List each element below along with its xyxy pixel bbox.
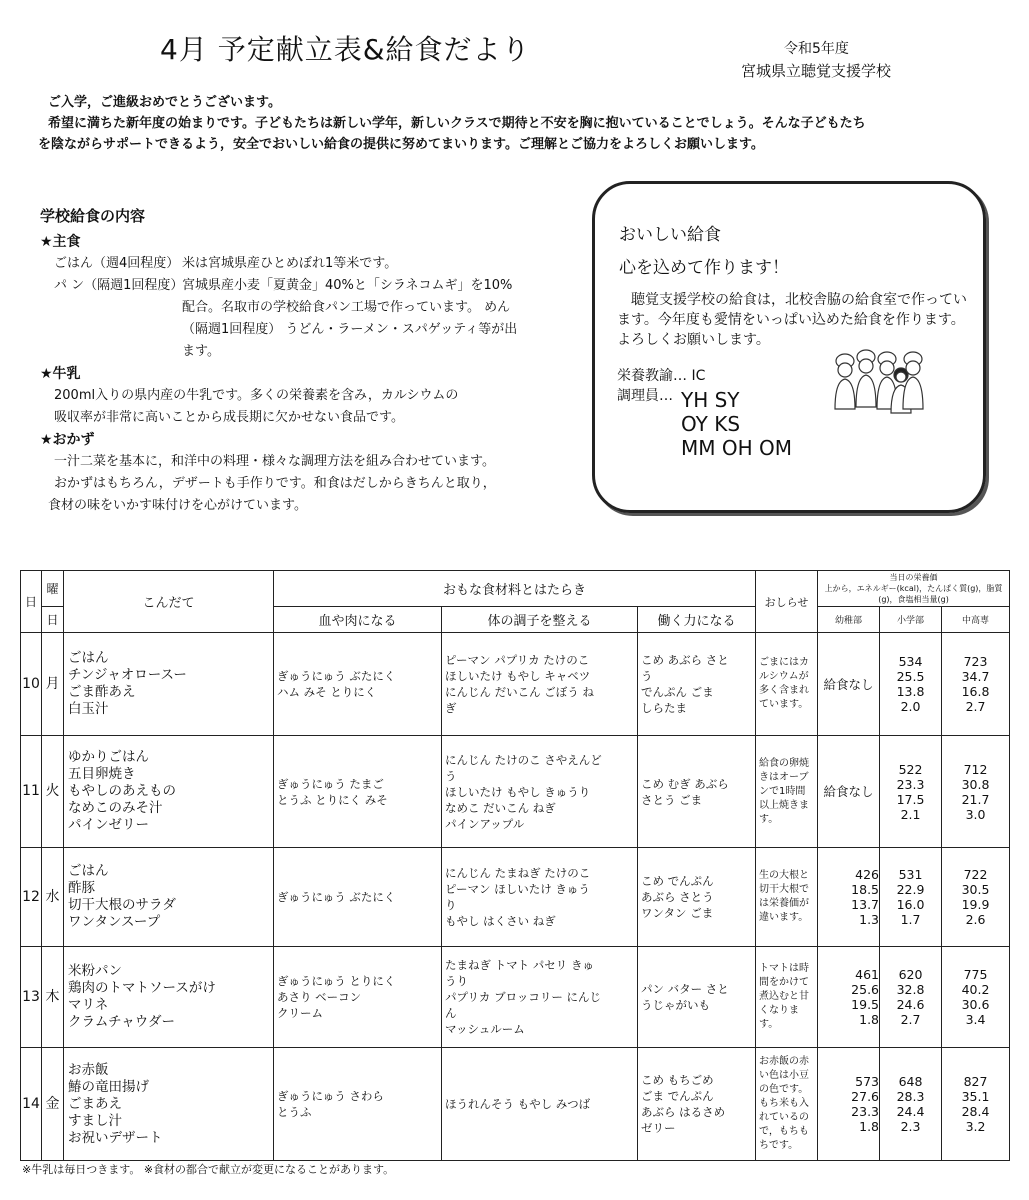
- body-condition-cell: にんじん たまねぎ たけのこ ピーマン ほしいたけ きゅう り もやし はくさい ねぎ: [442, 848, 638, 947]
- day-cell: 14: [21, 1048, 42, 1161]
- rice-label: ごはん（週4回程度）: [54, 256, 180, 271]
- notice-cell: トマトは時 間をかけて 煮込むと甘 くなりま す。: [756, 947, 818, 1048]
- notice-cell: 生の大根と 切干大根で は栄養価が 違います。: [756, 848, 818, 947]
- body-condition-cell: ピーマン パプリカ たけのこ ほしいたけ もやし キャベツ にんじん だいこん ごぼう ね ぎ: [442, 633, 638, 736]
- high-nutrition-cell: 775 40.2 30.6 3.4: [942, 947, 1010, 1048]
- bread-row: [40, 275, 560, 363]
- day-cell: 12: [21, 848, 42, 947]
- box-subtitle: 心を込めて作ります！: [619, 258, 789, 278]
- kinder-nutrition-cell: 426 18.5 13.7 1.3: [818, 848, 880, 947]
- message-box: [592, 181, 986, 513]
- high-nutrition-cell: 827 35.1 28.4 3.2: [942, 1048, 1010, 1161]
- school-name: 宮城県立聴覚支援学校: [741, 62, 892, 80]
- section-heading: 学校給食の内容: [40, 207, 146, 225]
- staple-heading: ★主食: [40, 234, 81, 250]
- weekday-cell: 水: [42, 848, 64, 947]
- side-line: 一汁二菜を基本に，和洋中の料理・様々な調理方法を組み合わせています。: [54, 454, 495, 469]
- menu-row: [21, 633, 1010, 736]
- header-ingredients: おもな食材料とはたらき: [274, 571, 756, 607]
- box-title: おいしい給食: [619, 225, 721, 245]
- side-heading: ★おかず: [40, 432, 95, 448]
- body-condition-cell: にんじん たけのこ さやえんど う ほしいたけ もやし きゅうり なめこ だいこん ねぎ パインアップル: [442, 736, 638, 848]
- header-blood: 血や肉になる: [274, 607, 442, 633]
- kinder-nutrition-cell: 給食なし: [818, 736, 880, 848]
- box-paragraph: 聴覚支援学校の給食は，北校舎脇の給食室で作っています。今年度も愛情をいっぱい込めた給食を作ります。よろしくお願いします。: [617, 292, 967, 348]
- nutrition-teacher: 栄養教諭… IC: [617, 368, 706, 384]
- milk-heading: ★牛乳: [40, 366, 81, 382]
- day-cell: 10: [21, 633, 42, 736]
- elem-nutrition-cell: 531 22.9 16.0 1.7: [880, 848, 942, 947]
- blood-meat-cell: ぎゅうにゅう ぶたにく: [274, 848, 442, 947]
- footer-note: ※牛乳は毎日つきます。 ※食材の都合で献立が変更になることがあります。: [22, 1163, 395, 1176]
- cook-names-line: MM OH OM: [681, 436, 793, 460]
- menu-cell: ごはん チンジャオロースー ごま酢あえ 白玉汁: [64, 633, 274, 736]
- weekday-cell: 火: [42, 736, 64, 848]
- menu-table: [20, 570, 1010, 1161]
- blood-meat-cell: ぎゅうにゅう とりにく あさり ベーコン クリーム: [274, 947, 442, 1048]
- menu-row: [21, 848, 1010, 947]
- header-nutrition: 当日の栄養価 上から，エネルギー(kcal)，たんぱく質(g)，脂質(g)，食塩相当量(g): [818, 571, 1010, 607]
- energy-cell: こめ あぶら さと う でんぷん ごま しらたま: [638, 633, 756, 736]
- menu-row: [21, 736, 1010, 848]
- day-cell: 13: [21, 947, 42, 1048]
- milk-line: 吸収率が非常に高いことから成長期に欠かせない食品です。: [54, 410, 404, 425]
- header-high: 中高専: [942, 607, 1010, 633]
- rice-text: 米は宮城県産ひとめぼれ1等米です。: [182, 256, 398, 271]
- notice-cell: ごまにはカ ルシウムが 多く含まれ ています。: [756, 633, 818, 736]
- kinder-nutrition-cell: 573 27.6 23.3 1.8: [818, 1048, 880, 1161]
- cook-names-line: YH SY: [681, 388, 740, 412]
- greeting-line: を陰ながらサポートできるよう，安全でおいしい給食の提供に努めてまいります。ご理解とご協力をよろしくお願いします。: [38, 137, 764, 152]
- energy-cell: パン バター さと うじゃがいも: [638, 947, 756, 1048]
- page-title: 4月 予定献立表&給食だより: [160, 33, 531, 66]
- menu-cell: 米粉パン 鶏肉のトマトソースがけ マリネ クラムチャウダー: [64, 947, 274, 1048]
- body-condition-cell: ほうれんそう もやし みつば: [442, 1048, 638, 1161]
- greeting-line: 希望に満ちた新年度の始まりです。子どもたちは新しい学年，新しいクラスで期待と不安を胸に抱いていることでしょう。そんな子どもたち: [48, 116, 866, 131]
- weekday-cell: 木: [42, 947, 64, 1048]
- energy-cell: こめ でんぷん あぶら さとう ワンタン ごま: [638, 848, 756, 947]
- rice-row: [40, 253, 560, 275]
- blood-meat-cell: ぎゅうにゅう たまご とうふ とりにく みそ: [274, 736, 442, 848]
- header-elem: 小学部: [880, 607, 942, 633]
- lunch-content-section: [40, 205, 560, 517]
- greeting-line: ご入学，ご進級おめでとうございます。: [48, 95, 281, 110]
- notice-cell: お赤飯の赤 い色は小豆 の色です。 もち米も入 れているの で，もちも ちです。: [756, 1048, 818, 1161]
- blood-meat-cell: ぎゅうにゅう ぶたにく ハム みそ とりにく: [274, 633, 442, 736]
- menu-cell: ごはん 酢豚 切干大根のサラダ ワンタンスープ: [64, 848, 274, 947]
- greeting: [38, 92, 998, 155]
- blood-meat-cell: ぎゅうにゅう さわら とうふ: [274, 1048, 442, 1161]
- header-weekday-top: 曜: [42, 571, 64, 607]
- weekday-cell: 金: [42, 1048, 64, 1161]
- header-kinder: 幼稚部: [818, 607, 880, 633]
- header-body: 体の調子を整える: [442, 607, 638, 633]
- header-weekday-bottom: 日: [42, 607, 64, 633]
- notice-cell: 給食の卵焼 きはオーブ ンで1時間 以上焼きま す。: [756, 736, 818, 848]
- fiscal-year: 令和5年度: [784, 41, 849, 57]
- body-condition-cell: たまねぎ トマト パセリ きゅ うり パプリカ ブロッコリー にんじ ん マッシュルーム: [442, 947, 638, 1048]
- menu-row: [21, 1048, 1010, 1161]
- cook-names: [681, 388, 792, 460]
- elem-nutrition-cell: 648 28.3 24.4 2.3: [880, 1048, 942, 1161]
- bread-text: 宮城県産小麦「夏黄金」40%と「シラネコムギ」を10%配合。名取市の学校給食パン工場で作っています。 めん（隔週1回程度） うどん・ラーメン・スパゲッティ等が出ます。: [182, 278, 518, 359]
- weekday-cell: 月: [42, 633, 64, 736]
- side-line: 食材の味をいかす味付けを心がけています。: [48, 498, 307, 513]
- milk-line: 200ml入りの県内産の牛乳です。多くの栄養素を含み，カルシウムの: [54, 388, 459, 403]
- header-menu: こんだて: [64, 571, 274, 633]
- high-nutrition-cell: 723 34.7 16.8 2.7: [942, 633, 1010, 736]
- cooks-illustration: [833, 349, 925, 415]
- elem-nutrition-cell: 522 23.3 17.5 2.1: [880, 736, 942, 848]
- bread-label: パ ン（隔週1回程度）: [54, 278, 184, 293]
- elem-nutrition-cell: 534 25.5 13.8 2.0: [880, 633, 942, 736]
- header-notice: おしらせ: [756, 571, 818, 633]
- side-line: おかずはもちろん，デザートも手作りです。和食はだしからきちんと取り，: [54, 476, 496, 491]
- header-day: 日: [21, 571, 42, 633]
- high-nutrition-cell: 712 30.8 21.7 3.0: [942, 736, 1010, 848]
- elem-nutrition-cell: 620 32.8 24.6 2.7: [880, 947, 942, 1048]
- menu-row: [21, 947, 1010, 1048]
- day-cell: 11: [21, 736, 42, 848]
- menu-cell: お赤飯 鰆の竜田揚げ ごまあえ すまし汁 お祝いデザート: [64, 1048, 274, 1161]
- kinder-nutrition-cell: 給食なし: [818, 633, 880, 736]
- energy-cell: こめ もちごめ ごま でんぷん あぶら はるさめ ゼリー: [638, 1048, 756, 1161]
- high-nutrition-cell: 722 30.5 19.9 2.6: [942, 848, 1010, 947]
- cook-label: 調理員…: [617, 388, 673, 404]
- energy-cell: こめ むぎ あぶら さとう ごま: [638, 736, 756, 848]
- header-energy: 働く力になる: [638, 607, 756, 633]
- cook-names-line: OY KS: [681, 412, 741, 436]
- menu-cell: ゆかりごはん 五目卵焼き もやしのあえもの なめこのみそ汁 パインゼリー: [64, 736, 274, 848]
- kinder-nutrition-cell: 461 25.6 19.5 1.8: [818, 947, 880, 1048]
